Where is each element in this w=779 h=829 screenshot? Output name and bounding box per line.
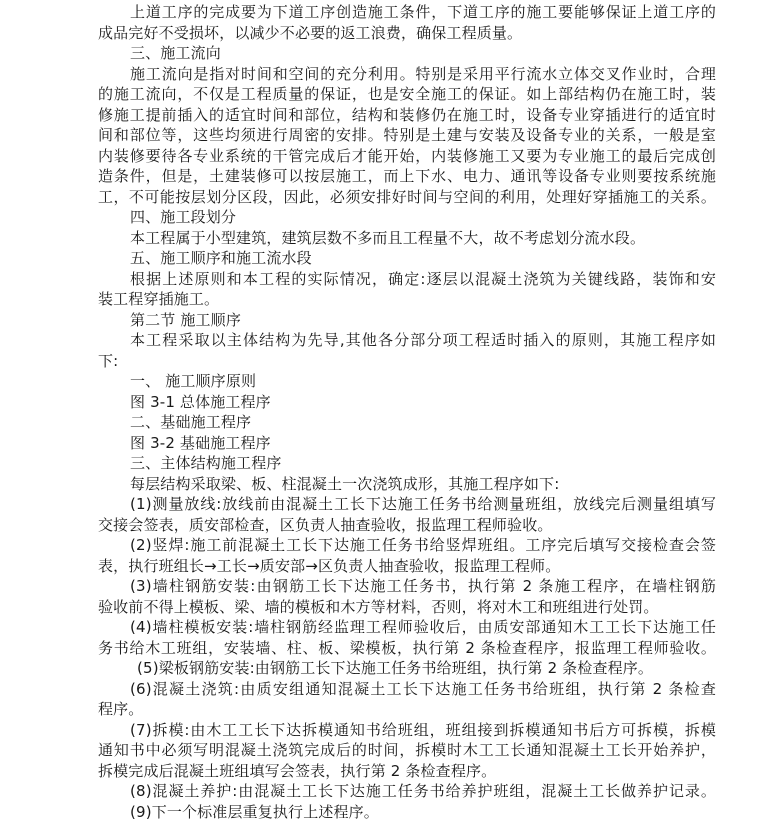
- text-line: 本工程采取以主体结构为先导,其他各分部分项工程适时插入的原则，其施工程序如: [130, 331, 716, 349]
- text-line: 施工流向是指对时间和空间的充分利用。特别是采用平行流水立体交叉作业时，合理: [130, 64, 716, 83]
- text-line: (4)墙柱模板安装:墙柱钢筋经监理工程师验收后，由质安部通知木工工长下达施工任: [130, 618, 716, 636]
- text-line: 一、 施工顺序原则: [130, 372, 257, 390]
- text-line: 修施工提前插入的适宜时间和部位，结构和装修仍在施工时，设备专业穿插进行的适宜时: [98, 105, 716, 124]
- text-line: 通知书中必须写明混凝土浇筑完成后的时间，拆模时木工工长通知混凝土工长开始养护，: [98, 741, 716, 759]
- text-line: 内装修要待各专业系统的干管完成后才能开始，内装修施工又要为专业施工的最后完成创: [98, 146, 716, 165]
- text-line: 三、施工流向: [130, 44, 221, 62]
- text-line: (7)拆模:由木工工长下达拆模通知书给班组，班组接到拆模通知书后方可拆模，拆模: [130, 720, 716, 739]
- text-line: 根据上述原则和本工程的实际情况，确定:逐层以混凝土浇筑为关键线路，装饰和安: [130, 269, 716, 288]
- text-line: 二、基础施工程序: [130, 413, 252, 431]
- text-line: (5)梁板钢筋安装:由钢筋工长下达施工任务书给班组，执行第 2 条检查程序。: [137, 659, 654, 677]
- text-line: 三、主体结构施工程序: [130, 454, 282, 472]
- text-line: 间和部位等，这些均须进行周密的安排。特别是土建与安装及设备专业的关系，一般是室: [98, 126, 716, 144]
- text-line: 成品完好不受损坏，以减少不必要的返工浪费，确保工程质量。: [98, 23, 523, 42]
- text-line: 验收前不得上模板、梁、墙的模板和木方等材料，否则，将对木工和班组进行处罚。: [98, 597, 659, 616]
- text-line: 每层结构采取梁、板、柱混凝土一次浇筑成形，其施工程序如下:: [130, 474, 560, 493]
- text-line: 本工程属于小型建筑，建筑层数不多而且工程量不大，故不考虑划分流水段。: [130, 228, 646, 247]
- text-line: 装工程穿插施工。: [98, 290, 220, 308]
- text-line: 下:: [98, 351, 119, 370]
- text-line: (3)墙柱钢筋安装:由钢筋工长下达施工任务书，执行第 2 条施工程序，在墙柱钢筋: [130, 577, 716, 595]
- text-line: 第二节 施工顺序: [130, 310, 241, 329]
- text-line: 交接会签表，质安部检查，区负责人抽查验收，报监理工程师验收。: [98, 515, 553, 534]
- text-line: (1)测量放线:放线前由混凝土工长下达施工任务书给测量班组，放线完后测量组填写: [130, 495, 716, 513]
- text-line: (2)竖焊:施工前混凝土工长下达施工任务书给竖焊班组。工序完后填写交接检查会签: [130, 536, 716, 554]
- text-line: 程序。: [98, 700, 144, 718]
- text-line: 四、施工段划分: [130, 208, 237, 226]
- text-line: 五、施工顺序和施工流水段: [130, 249, 312, 267]
- text-line: (6)混凝土浇筑:由质安组通知混凝土工长下达施工任务书给班组，执行第 2 条检查: [130, 679, 716, 698]
- text-line: (8)混凝土养护:由混凝土工长下达施工任务书给养护班组，混凝土工长做养护记录。: [130, 782, 716, 800]
- text-line: 拆模完成后混凝土班组填写会签表，执行第 2 条检查程序。: [98, 761, 497, 780]
- text-line: 图 3-1 总体施工程序: [130, 392, 271, 411]
- text-line: 务书给木工班组，安装墙、柱、板、梁模板，执行第 2 条检查程序，报监理工程师验收。: [98, 638, 716, 657]
- text-line: 上道工序的完成要为下道工序创造施工条件，下道工序的施工要能够保证上道工序的: [130, 3, 716, 21]
- text-line: 造条件，但是，土建装修可以按层施工，而上下水、电力、通讯等设备专业则要按系统施: [98, 167, 716, 185]
- text-line: 表，执行班组长→工长→质安部→区负责人抽查验收，报监理工程师。: [98, 556, 561, 575]
- text-line: 工，不可能按层划分区段，因此，必须安排好时间与空间的利用，处理好穿插施工的关系。: [98, 187, 716, 206]
- text-line: 的施工流向，不仅是工程质量的保证，也是安全施工的保证。如上部结构仍在施工时，装: [98, 85, 716, 103]
- text-line: 图 3-2 基础施工程序: [130, 433, 271, 452]
- text-line: (9)下一个标准层重复执行上述程序。: [130, 802, 379, 821]
